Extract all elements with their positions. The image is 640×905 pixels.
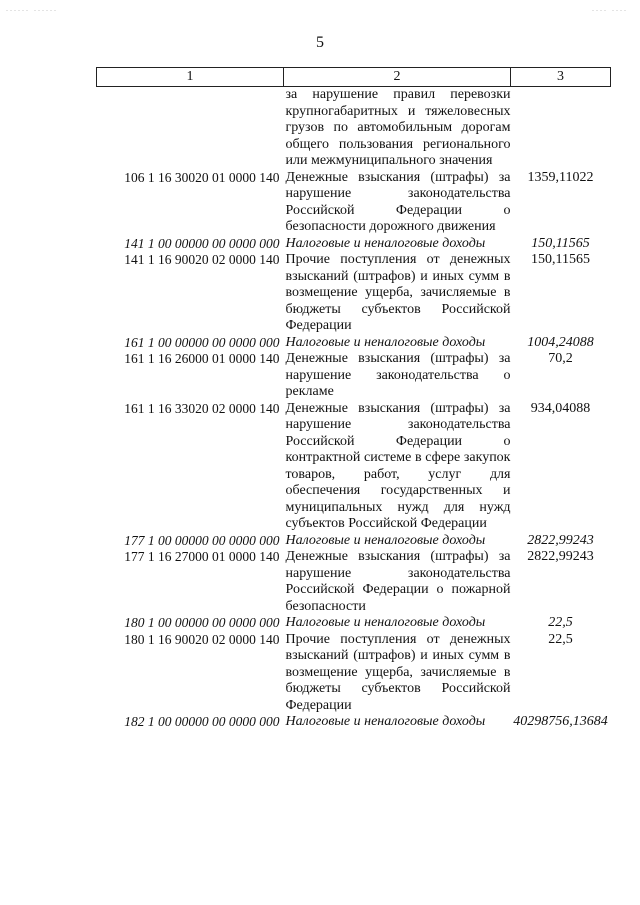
table-row	[97, 170, 611, 236]
amount-cell: 40298756,13684	[513, 714, 608, 729]
page-number: 5	[316, 34, 324, 51]
description-cell: Прочие поступления от денежных взысканий (штрафов) и иных сумм в возмещение ущерба, зачисляемые в бюджеты субъектов Российской Федерации	[285, 252, 511, 333]
table-row	[97, 549, 611, 615]
budget-code-cell	[97, 87, 284, 170]
budget-code-cell: 161 1 16 33020 02 0000 140	[124, 400, 280, 416]
amount-cell: 70,2	[548, 351, 573, 366]
budget-code-cell: 161 1 00 00000 00 0000 000	[124, 334, 280, 350]
budget-code-cell: 177 1 00 00000 00 0000 000	[124, 532, 280, 548]
table-row	[97, 335, 611, 352]
amount-cell: 150,11565	[531, 252, 590, 267]
amount-cell: 934,04088	[530, 400, 591, 416]
budget-code-cell: 182 1 00 00000 00 0000 000	[124, 714, 280, 729]
table-header-row	[97, 68, 611, 87]
amount-cell	[511, 87, 611, 170]
description-cell: Налоговые и неналоговые доходы	[285, 532, 486, 548]
description-cell: Налоговые и неналоговые доходы	[285, 615, 486, 630]
amount-cell: 1359,11022	[527, 169, 594, 185]
table-body	[97, 87, 611, 731]
description-cell: Денежные взыскания (штрафы) за нарушение законодательства Российской Федерации о безопасности дорожного движения	[285, 169, 511, 234]
scan-artifact: .... ....	[592, 4, 628, 13]
amount-cell: 2822,99243	[527, 549, 594, 564]
description-cell: Денежные взыскания (штрафы) за нарушение законодательства Российской Федерации о пожарной безопасности	[285, 549, 511, 614]
table-row	[97, 87, 611, 170]
amount-cell: 150,11565	[531, 235, 590, 251]
budget-code-cell: 177 1 16 27000 01 0000 140	[124, 549, 280, 564]
table-row	[97, 236, 611, 253]
column-header: 3	[511, 68, 611, 87]
scan-artifact: ...... ......	[6, 4, 58, 13]
budget-code-cell: 180 1 00 00000 00 0000 000	[124, 615, 280, 630]
table-row	[97, 351, 611, 401]
description-cell: Денежные взыскания (штрафы) за нарушение законодательства о рекламе	[285, 351, 511, 399]
description-cell: Налоговые и неналоговые доходы	[285, 334, 486, 350]
table-row	[97, 252, 611, 335]
description-cell: Налоговые и неналоговые доходы	[285, 235, 486, 251]
description-cell: за нарушение правил перевозки крупногабаритных и тяжеловесных грузов по автомобильным дорогам общего пользования регионального или межмуниципального значения	[285, 87, 511, 168]
amount-cell: 22,5	[548, 631, 573, 647]
description-cell: Денежные взыскания (штрафы) за нарушение законодательства Российской Федерации о контрактной системе в сфере закупок товаров, работ, услуг для обеспечения государственных и муниципальных нужд для нужд субъектов Российской Федерации	[285, 400, 511, 531]
table-row	[97, 714, 611, 731]
column-header: 2	[284, 68, 511, 87]
table-row	[97, 632, 611, 715]
budget-code-cell: 180 1 16 90020 02 0000 140	[124, 631, 280, 647]
budget-code-cell: 141 1 00 00000 00 0000 000	[124, 235, 280, 251]
description-cell: Прочие поступления от денежных взысканий (штрафов) и иных сумм в возмещение ущерба, зачисляемые в бюджеты субъектов Российской Федерации	[285, 631, 511, 713]
amount-cell: 2822,99243	[527, 532, 594, 548]
budget-code-cell: 141 1 16 90020 02 0000 140	[124, 252, 280, 267]
amount-cell: 1004,24088	[527, 334, 594, 350]
amount-cell: 22,5	[548, 615, 573, 630]
description-cell: Налоговые и неналоговые доходы	[285, 714, 486, 729]
table-row	[97, 615, 611, 632]
budget-code-cell: 106 1 16 30020 01 0000 140	[124, 169, 280, 185]
table-row	[97, 401, 611, 533]
column-header: 1	[97, 68, 284, 87]
table-row	[97, 533, 611, 550]
revenue-table	[96, 67, 611, 731]
budget-code-cell: 161 1 16 26000 01 0000 140	[124, 351, 280, 366]
